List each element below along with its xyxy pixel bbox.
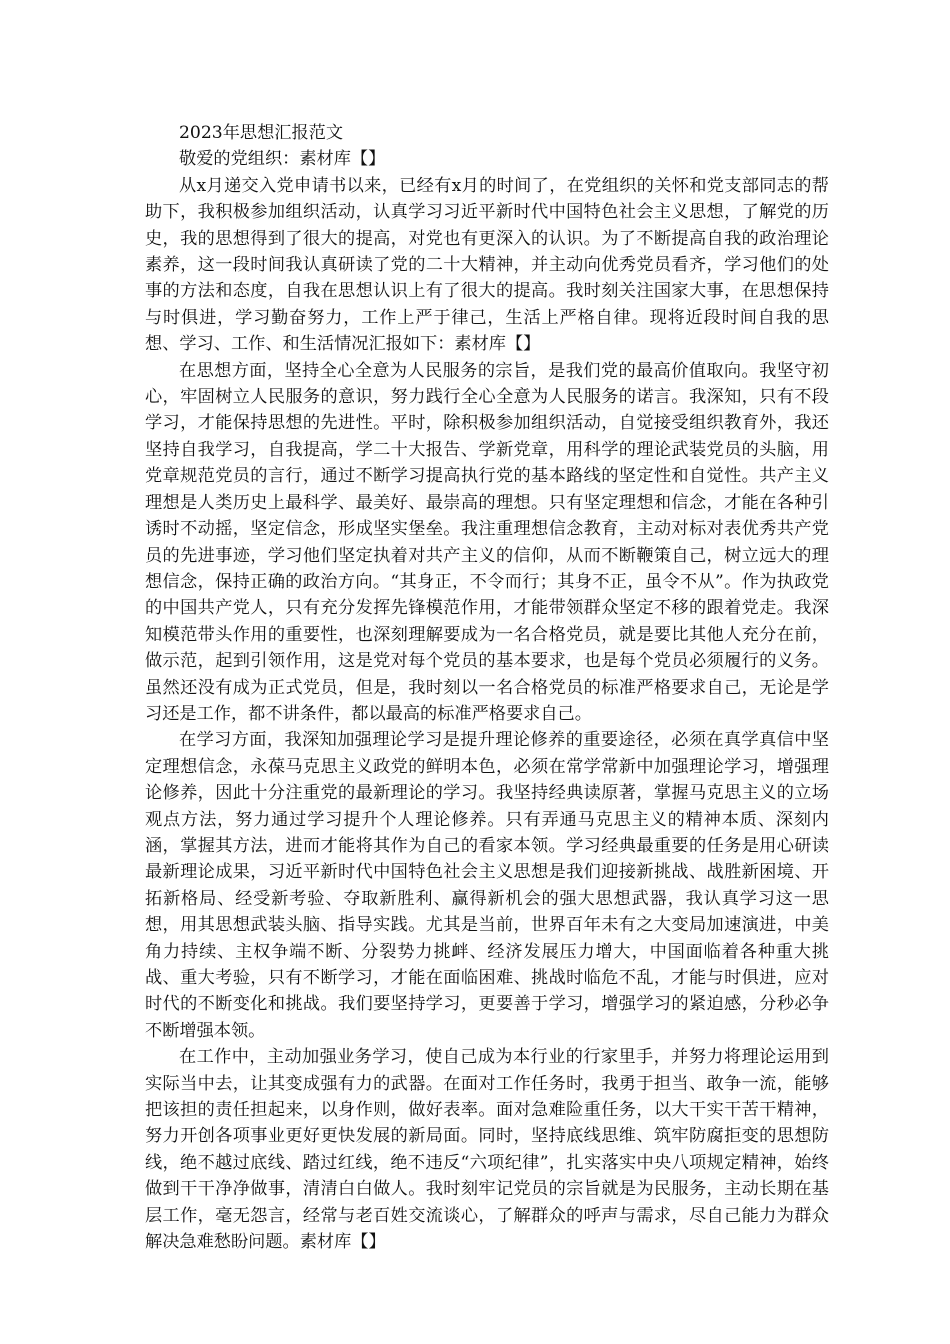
salutation: 敬爱的党组织：素材库【】 <box>179 149 386 170</box>
paragraph-thought: 在思想方面，坚持全心全意为人民服务的宗旨，是我们党的最高价值取向。我坚守初心，牢固树立人民服务的意识，努力践行全心全意为人民服务的诺言。我深知，只有不段学习，才能保持思想的先进性。平时，除积极参加组织活动，自觉接受组织教育外，我还坚持自我学习，自我提高，学二十大报告、学新党章，用科学的理论武装党员的头脑，用党章规范党员的言行，通过不断学习提高执行党的基本路线的坚定性和自觉性。共产主义理想是人类历史上最科学、最美好、最崇高的理想。只有坚定理想和信念，才能在各种引诱时不动摇，坚定信念，形成坚实堡垒。我注重理想信念教育，主动对标对表优秀共产党员的先进事迹，学习他们坚定执着对共产主义的信仰，从而不断鞭策自己，树立远大的理想信念，保持正确的政治方向。“其身正，不令而行；其身不正，虽令不从”。作为执政党的中国共产党人，只有充分发挥先锋模范作用，才能带领群众坚定不移的跟着党走。我深知模范带头作用的重要性，也深刻理解要成为一名合格党员，就是要比其他人充分在前，做示范，起到引领作用，这是党对每个党员的基本要求，也是每个党员必须履行的义务。虽然还没有成为正式党员，但是，我时刻以一名合格党员的标准严格要求自己，无论是学习还是工作，都不讲条件，都以最高的标准严格要求自己。 <box>145 360 829 724</box>
paragraph-intro: 从x月递交入党申请书以来，已经有x月的时间了，在党组织的关怀和党支部同志的帮助下，我积极参加组织活动，认真学习习近平新时代中国特色社会主义思想，了解党的历史，我的思想得到了很大的提高，对党也有更深入的认识。为了不断提高自我的政治理论素养，这一段时间我认真研读了党的二十大精神，并主动向优秀党员看齐，学习他们的处事的方法和态度，自我在思想认识上有了很大的提高。我时刻关注国家大事，在思想保持与时俱进，学习勤奋努力，工作上严于律己，生活上严格自律。现将近段时间自我的思想、学习、工作、和生活情况汇报如下：素材库【】 <box>145 175 829 355</box>
document-title: 2023年思想汇报范文 <box>179 123 344 143</box>
paragraph-study: 在学习方面，我深知加强理论学习是提升理论修养的重要途径，必须在真学真信中坚定理想信念，永葆马克思主义政党的鲜明本色，必须在常学常新中加强理论学习，增强理论修养，因此十分注重党的最新理论的学习。我坚持经典读原著，掌握马克思主义的立场观点方法，努力通过学习提升个人理论修养。只有弄通马克思主义的精神本质、深刻内涵，掌握其方法，进而才能将其作为自己的看家本领。学习经典最重要的任务是用心研读最新理论成果，习近平新时代中国特色社会主义思想是我们迎接新挑战、战胜新困境、开拓新格局、经受新考验、夺取新胜利、赢得新机会的强大思想武器，我认真学习这一思想，用其思想武装头脑、指导实践。尤其是当前，世界百年未有之大变局加速演进，中美角力持续、主权争端不断、分裂势力挑衅、经济发展压力增大，中国面临着各种重大挑战、重大考验，只有不断学习，才能在面临困难、挑战时临危不乱，才能与时俱进，应对时代的不断变化和挑战。我们要坚持学习，更要善于学习，增强学习的紧迫感，分秒必争不断增强本领。 <box>145 730 829 1041</box>
document-page <box>145 120 829 1255</box>
paragraph-work: 在工作中，主动加强业务学习，使自己成为本行业的行家里手，并努力将理论运用到实际当中去，让其变成强有力的武器。在面对工作任务时，我勇于担当、敢争一流，能够把该担的责任担起来，以身作则，做好表率。面对急难险重任务，以大干实干苦干精神，努力开创各项事业更好更快发展的新局面。同时，坚持底线思维、筑牢防腐拒变的思想防线，绝不越过底线、踏过红线，绝不违反“六项纪律”，扎实落实中央八项规定精神，始终做到干干净净做事，清清白白做人。我时刻牢记党员的宗旨就是为民服务，主动长期在基层工作，毫无怨言，经常与老百姓交流谈心，了解群众的呼声与需求，尽自己能力为群众解决急难愁盼问题。素材库【】 <box>145 1047 829 1253</box>
